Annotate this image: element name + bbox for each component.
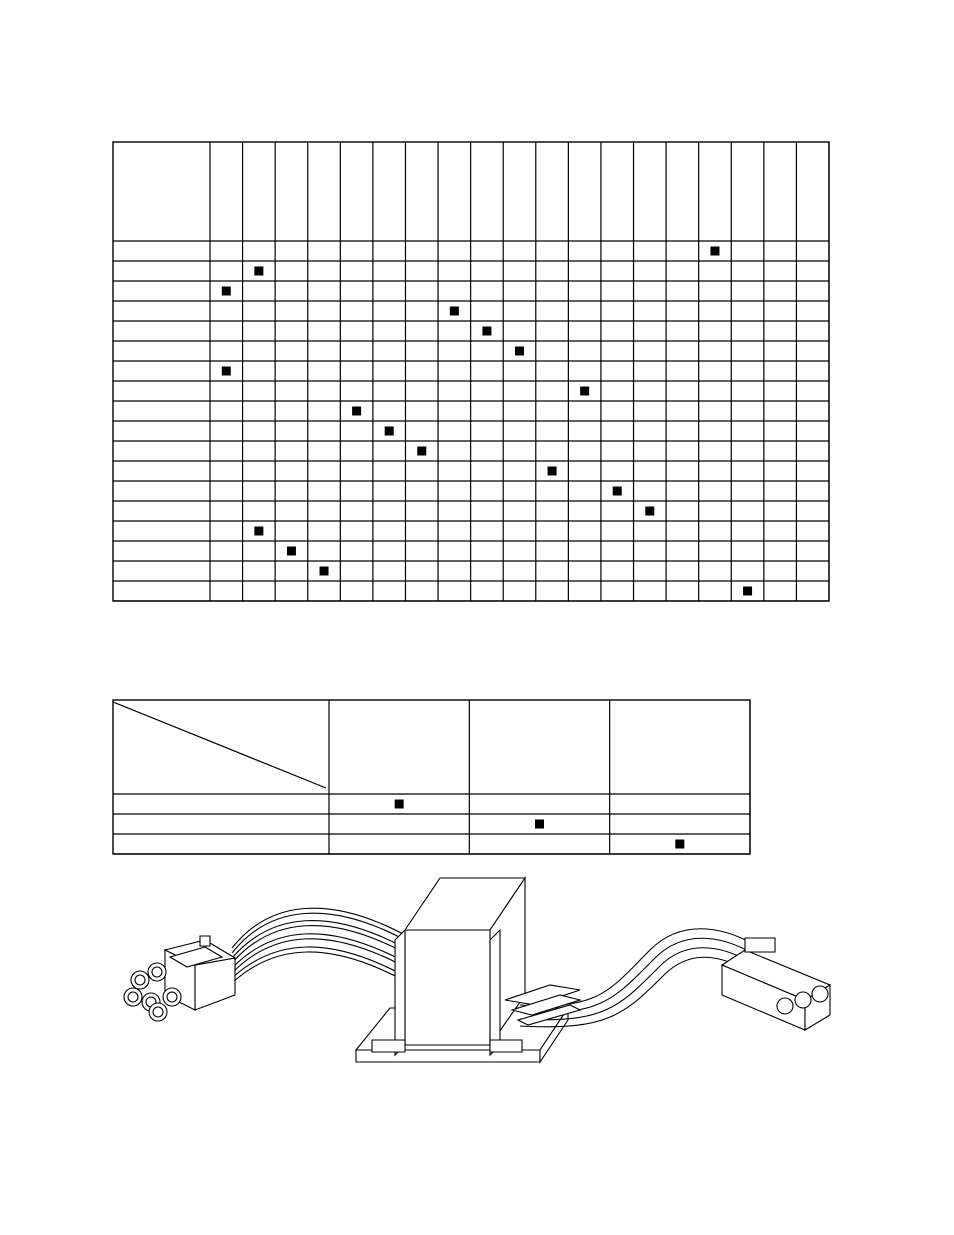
- six-pin-connector: [124, 936, 235, 1021]
- selection-mark: [710, 247, 719, 256]
- selection-mark: [482, 327, 491, 336]
- transformer-harness-illustration: [100, 868, 860, 1078]
- selection-mark: [675, 840, 684, 849]
- left-wire-bundle: [232, 908, 405, 983]
- selection-mark: [417, 447, 426, 456]
- selection-mark: [254, 267, 263, 276]
- selection-mark: [254, 527, 263, 536]
- selection-mark: [352, 407, 361, 416]
- selection-mark: [287, 547, 296, 556]
- selection-mark: [645, 507, 654, 516]
- configuration-matrix-table: [113, 700, 750, 854]
- three-pin-connector: [722, 938, 830, 1030]
- selection-mark: [385, 427, 394, 436]
- selection-mark: [580, 387, 589, 396]
- selection-mark: [743, 587, 752, 596]
- selection-mark: [395, 800, 404, 809]
- selection-mark: [450, 307, 459, 316]
- selection-mark: [222, 367, 231, 376]
- selection-matrix-table: [113, 142, 829, 601]
- header-diagonal: [113, 702, 326, 788]
- selection-mark: [613, 487, 622, 496]
- selection-mark: [222, 287, 231, 296]
- selection-mark: [515, 347, 524, 356]
- selection-mark: [548, 467, 557, 476]
- table-border: [113, 700, 750, 854]
- selection-mark: [320, 567, 329, 576]
- selection-mark: [535, 820, 544, 829]
